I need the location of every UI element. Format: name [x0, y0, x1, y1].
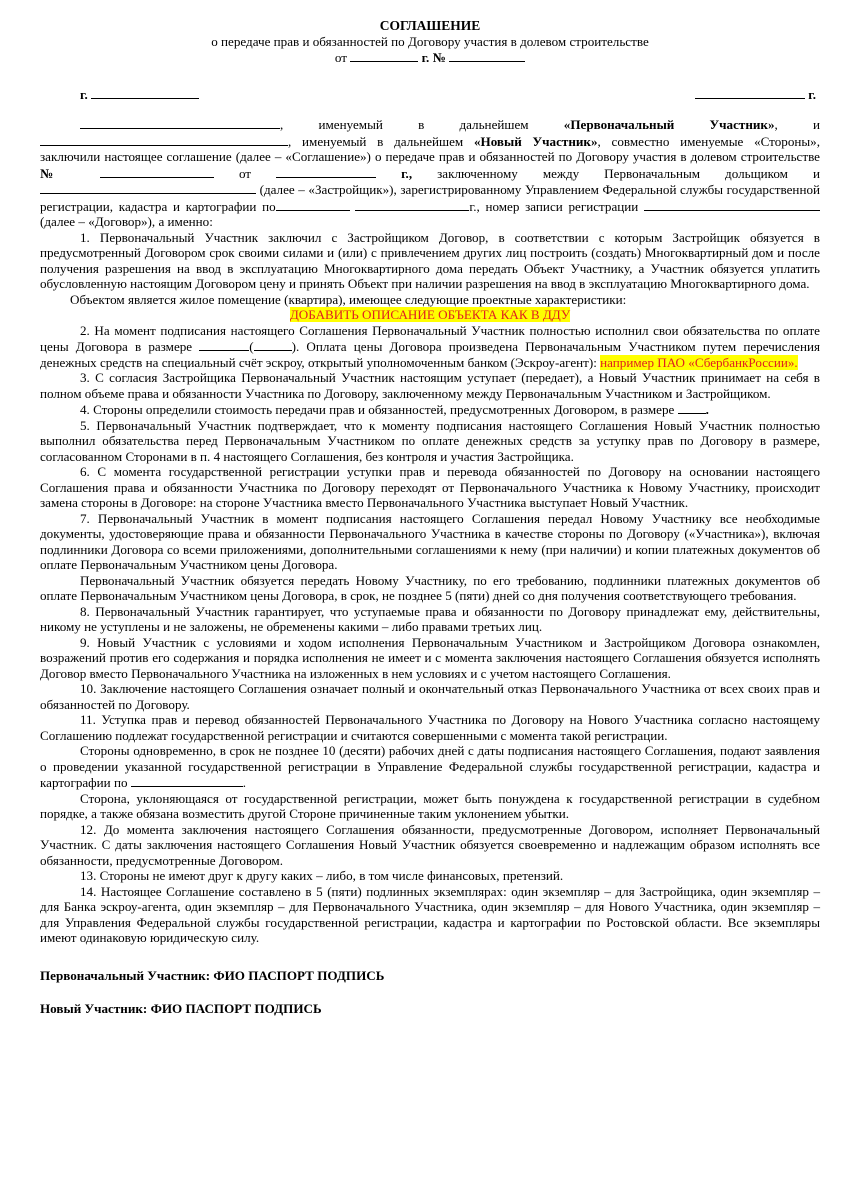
first-party-signature: Первоначальный Участник: ФИО ПАСПОРТ ПОДПИСЬ — [40, 967, 385, 983]
document-title: СОГЛАШЕНИЕ — [379, 18, 481, 33]
registration-number-blank[interactable] — [644, 198, 820, 211]
object-description-placeholder: ДОБАВИТЬ ОПИСАНИЕ ОБЪЕКТА КАК В ДДУ — [289, 307, 571, 322]
clause-5: 5. Первоначальный Участник подтверждает, что к моменту подписания настоящего Соглашения Новый Участник полностью выполнил обязательства перед Первоначальным Участником по оплате денежных средств за уступку прав по Договору в размере, согласованном Сторонами в п. 4 настоящего Соглашения, без контроля и участия Застройщика. — [40, 417, 820, 464]
clause-1: 1. Первоначальный Участник заключил с Застройщиком Договор, в соответствии с которым Застройщик обязуется в предусмотренный Договором срок своими силами и (или) с привлечением других лиц построить (создать) Многоквартирный дом и после получения разрешения на ввод в эксплуатацию Многоквартирного дома передать Объект Участнику, а Участник обязуется уплатить обусловленную настоящим Договором цену и принять Объект при наличии разрешения на ввод в эксплуатацию Многоквартирного дома. — [40, 229, 820, 291]
intro-paragraph: , именуемый в дальнейшем «Первоначальный Участник», и , именуемый в дальнейшем «Новый Участник», совместно именуемые «Стороны», заключили настоящее соглашение (далее – «Соглашение») о передаче прав и обязанностей по Договору участия в долевом строительстве № от г., заключенному между Первоначальным дольщиком и (далее – «Застройщик»), зарегистрированному Управлением Федеральной службы государственной регистрации, кадастра и картографии по г., номер записи регистрации (далее – «Договор»), а именно: — [40, 117, 821, 229]
transfer-cost-blank[interactable] — [678, 401, 706, 414]
city-left: г. — [80, 86, 199, 103]
first-party-name-blank[interactable] — [80, 116, 280, 129]
clause-7-b: Первоначальный Участник обязуется передать Новому Участнику, по его требованию, подлинники платежных документов об оплате Первоначальным Участником цены Договора, в срок, не позднее 5 (пяти) дней со дня получения соответствующего требования. — [40, 572, 820, 603]
clause-3: 3. С согласия Застройщика Первоначальный Участник настоящим уступает (передает), а Новый Участник принимает на себя в полном объеме права и обязанности Участника по Договору, заключенному между Первоначальным Участником и Застройщиком. — [40, 370, 820, 401]
city-right-blank[interactable] — [695, 86, 805, 99]
city-left-blank[interactable] — [91, 86, 199, 99]
date-line: от г. № — [40, 49, 820, 66]
bank-example: например ПАО «СбербанкРоссии». — [600, 354, 798, 370]
region-blank[interactable] — [276, 198, 350, 211]
clause-11-c: Сторона, уклоняющаяся от государственной регистрации, может быть понуждена к государственной регистрации в судебном порядке, а также обязана возместить другой Стороне причиненные таким уклонением убытки. — [40, 790, 820, 821]
new-party-signature: Новый Участник: ФИО ПАСПОРТ ПОДПИСЬ — [40, 1001, 322, 1016]
clause-6: 6. С момента государственной регистрации уступки прав и перевода обязанностей по Договору на основании настоящего Соглашения права и обязанности Участника по Договору переходят от Первоначального Участника к Новому Участнику, происходит замена стороны в Договоре: на стороне Участника вместо Первоначального Участника выступает Новый Участник. — [40, 464, 820, 510]
clause-9: 9. Новый Участник с условиями и ходом исполнения Первоначальным Участником и Застройщиком Договора ознакомлен, возражений против его содержания и порядка исполнения не имеет и с момента заключения настоящего Соглашения обязуется исполнять Договор вместо Первоначального Участника на изложенных в нем условиях и с учетом настоящего Соглашения. — [40, 634, 820, 681]
city-row — [40, 86, 820, 103]
clause-11-b: Стороны одновременно, в срок не позднее 10 (десяти) рабочих дней с даты подписания настоящего Соглашения, подают заявления о проведении указанной государственной регистрации в Управление Федеральной службы государственной регистрации, кадастра и картографии по . — [40, 743, 820, 790]
contract-date-blank[interactable] — [276, 165, 376, 178]
document-subtitle: о передаче прав и обязанностей по Договору участия в долевом строительстве — [211, 33, 649, 49]
developer-name-blank[interactable] — [40, 181, 256, 194]
agreement-document — [40, 18, 820, 1017]
price-words-blank[interactable] — [254, 338, 292, 351]
clause-4: 4. Стороны определили стоимость передачи прав и обязанностей, предусмотренных Договором, в размере . — [80, 402, 709, 417]
registration-region-blank[interactable] — [131, 774, 243, 787]
clause-14: 14. Настоящее Соглашение составлено в 5 (пяти) подлинных экземплярах: один экземпляр – для Застройщика, один экземпляр – для Банка эскроу-агента, один экземпляр – для Первоначального Участника, один экземпляр – для Нового Участника, один экземпляр – для Управления Федеральной службы государственной регистрации, кадастра и картографии по Ростовской области. Все экземпляры имеют одинаковую юридическую силу. — [40, 883, 820, 945]
new-party-name-blank[interactable] — [40, 133, 288, 146]
clause-1-object: Объектом является жилое помещение (квартира), имеющее следующие проектные характеристики: — [70, 291, 627, 307]
contract-number-blank[interactable] — [100, 165, 214, 178]
clause-7: 7. Первоначальный Участник в момент подписания настоящего Соглашения передал Новому Участнику все необходимые документы, удостоверяющие права и обязанности Первоначального Участника в качестве стороны по Договору («Участника»), включая подлинники Договора со всеми приложениями, дополнительными соглашениями к нему (при наличии) и копии платежных документов об оплате Первоначальным Участником цены Договора. — [40, 510, 820, 572]
clause-11: 11. Уступка прав и перевод обязанностей Первоначального Участника по Договору на Нового Участника согласно настоящему Соглашению подлежат государственной регистрации и считаются совершенными с момента такой регистрации. — [40, 712, 820, 743]
date-blank[interactable] — [350, 49, 418, 62]
clause-8: 8. Первоначальный Участник гарантирует, что уступаемые права и обязанности по Договору принадлежат ему, действительны, никому не уступлены и не заложены, не обременены какими – либо правами третьих лиц. — [40, 603, 820, 634]
clause-13: 13. Стороны не имеют друг к другу каких – либо, в том числе финансовых, претензий. — [80, 868, 564, 883]
city-right: г. — [695, 86, 816, 103]
number-blank[interactable] — [449, 49, 525, 62]
clause-2: 2. На момент подписания настоящего Соглашения Первоначальный Участник полностью исполнил свои обязательства по оплате цены Договора в размере ( ). Оплата цены Договора произведена Первоначальным Участником путем перечисления денежных средств на специальный счёт эскроу, открытый уполномоченным банком (Эскроу-агент): например ПАО «СбербанкРоссии». — [40, 322, 821, 370]
price-blank[interactable] — [199, 338, 249, 351]
clause-10: 10. Заключение настоящего Соглашения означает полный и окончательный отказ Первоначального Участника от всех своих прав и обязанностей по Договору. — [40, 681, 820, 712]
registration-date-blank[interactable] — [355, 198, 469, 211]
clause-12: 12. До момента заключения настоящего Соглашения обязанности, предусмотренные Договором, исполняет Первоначальный Участник. С даты заключения настоящего Соглашения Новый Участник обязуется своевременно и надлежащим образом исполнять все обязанности, предусмотренные Договором. — [40, 821, 820, 868]
